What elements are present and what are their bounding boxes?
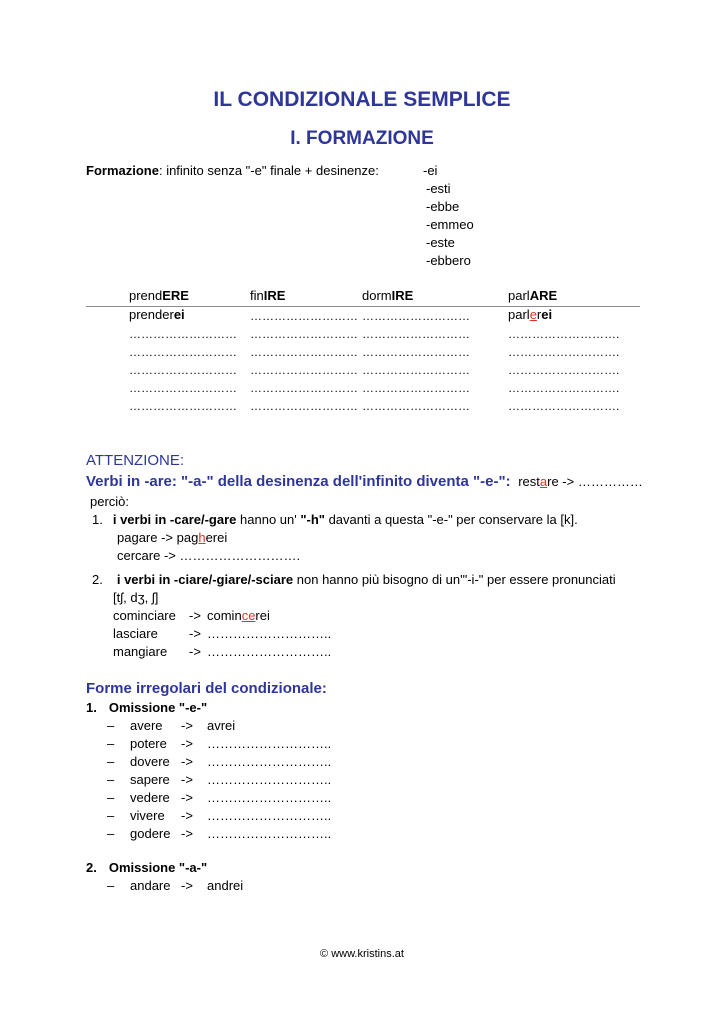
list-dash: –: [107, 790, 115, 805]
list-dash: –: [107, 718, 115, 733]
table-cell: ……………………….: [508, 363, 620, 377]
arrow: ->: [181, 772, 193, 787]
list-dash: –: [107, 772, 115, 787]
irregular-verb: vedere: [130, 790, 170, 805]
point-1-example-pagare: pagare -> pagherei: [117, 530, 228, 545]
table-cell: ……………………….: [508, 327, 620, 341]
formation-label: Formazione: [86, 163, 159, 178]
irregular-result: ………………………..: [207, 754, 332, 769]
table-cell: ………………………: [362, 363, 470, 377]
irregular-heading: Forme irregolari del condizionale:: [86, 680, 327, 697]
irregular-result: ………………………..: [207, 772, 332, 787]
irregular-result: avrei: [207, 718, 236, 733]
list-dash: –: [107, 826, 115, 841]
percio-text: perciò:: [90, 494, 130, 509]
example-result: ………………………..: [207, 644, 332, 659]
formation-text: : infinito senza "-e" finale + desinenze:: [158, 163, 379, 178]
irregular-verb: sapere: [130, 772, 170, 787]
table-cell: ………………………: [362, 381, 470, 395]
table-cell: ……………………….: [508, 399, 620, 413]
arrow: ->: [181, 826, 193, 841]
table-cell: ………………………: [250, 363, 358, 377]
table-cell: ………………………: [362, 399, 470, 413]
example-result: comincerei: [207, 608, 270, 623]
arrow: ->: [181, 790, 193, 805]
example-result: ………………………..: [207, 626, 332, 641]
list-dash: –: [107, 808, 115, 823]
ending-2: -esti: [426, 181, 451, 196]
irregular-verb: dovere: [130, 754, 170, 769]
table-cell: ………………………: [250, 327, 358, 341]
list-dash: –: [107, 878, 115, 893]
arrow: ->: [181, 754, 193, 769]
ending-5: -este: [426, 235, 455, 250]
example-verb: cominciare: [113, 608, 176, 623]
phonetic-symbols: [tʃ, dʒ, ʃ]: [113, 590, 159, 605]
ending-1: -ei: [423, 163, 438, 178]
example-verb: lasciare: [113, 626, 158, 641]
irregular-verb: andare: [130, 878, 171, 893]
table-header-finire: finIRE: [250, 288, 286, 303]
ending-4: -emmeo: [426, 217, 474, 232]
table-cell: ………………………: [362, 327, 470, 341]
irregular-result: andrei: [207, 878, 244, 893]
table-cell: ………………………: [129, 345, 237, 359]
irregular-verb: potere: [130, 736, 167, 751]
table-cell: ………………………: [362, 309, 470, 323]
table-cell: ………………………: [250, 309, 358, 323]
irregular-verb: vivere: [130, 808, 165, 823]
table-cell: ………………………: [250, 345, 358, 359]
table-cell: ………………………: [129, 381, 237, 395]
arrow: ->: [189, 626, 201, 641]
point-1: 1. i verbi in -care/-gare hanno un' "-h" davanti a questa "-e-" per conservare la [k].: [92, 512, 578, 527]
point-2: 2. i verbi in -ciare/-giare/-sciare non hanno più bisogno di un'"-i-" per essere pronunciati: [92, 572, 616, 587]
formation-line: [86, 163, 379, 178]
footer-copyright: © www.kristins.at: [320, 948, 404, 960]
irregular-verb: godere: [130, 826, 171, 841]
list-dash: –: [107, 754, 115, 769]
table-cell: ………………………: [129, 327, 237, 341]
table-cell: ……………………….: [508, 345, 620, 359]
attention-rule: Verbi in -are: "-a-" della desinenza dell'infinito diventa "-e-":: [86, 473, 511, 490]
irregular-result: ………………………..: [207, 808, 332, 823]
table-header-prendere: prendERE: [129, 288, 189, 303]
arrow: ->: [189, 644, 201, 659]
omission-e-heading: 1. Omissione "-e-": [86, 700, 208, 715]
example-verb: mangiare: [113, 644, 168, 659]
irregular-result: ………………………..: [207, 790, 332, 805]
attention-example: restare -> ……………: [518, 474, 643, 489]
table-cell: ………………………: [250, 381, 358, 395]
table-cell: ………………………: [129, 399, 237, 413]
arrow: ->: [181, 718, 193, 733]
attention-rule-line: [86, 473, 643, 490]
omission-a-heading: 2. Omissione "-a-": [86, 860, 208, 875]
ending-6: -ebbero: [426, 253, 471, 268]
page-title: IL CONDIZIONALE SEMPLICE: [213, 88, 511, 111]
table-cell: ………………………: [129, 363, 237, 377]
table-example-parlare: parlerei: [508, 307, 553, 322]
arrow: ->: [181, 736, 193, 751]
arrow: ->: [189, 608, 201, 623]
table-header-dormire: dormIRE: [362, 288, 414, 303]
list-dash: –: [107, 736, 115, 751]
arrow: ->: [181, 878, 193, 893]
irregular-verb: avere: [130, 718, 163, 733]
table-cell: ………………………: [362, 345, 470, 359]
irregular-result: ………………………..: [207, 736, 332, 751]
section-title: I. FORMAZIONE: [290, 128, 434, 149]
ending-3: -ebbe: [426, 199, 460, 214]
table-cell: ………………………: [250, 399, 358, 413]
attention-heading: ATTENZIONE:: [86, 452, 185, 469]
table-header-parlare: parlARE: [508, 288, 558, 303]
irregular-result: ………………………..: [207, 826, 332, 841]
table-example-prendere: prenderei: [129, 307, 185, 322]
table-cell: ……………………….: [508, 381, 620, 395]
point-1-example-cercare: cercare -> ……………………….: [117, 548, 301, 563]
arrow: ->: [181, 808, 193, 823]
